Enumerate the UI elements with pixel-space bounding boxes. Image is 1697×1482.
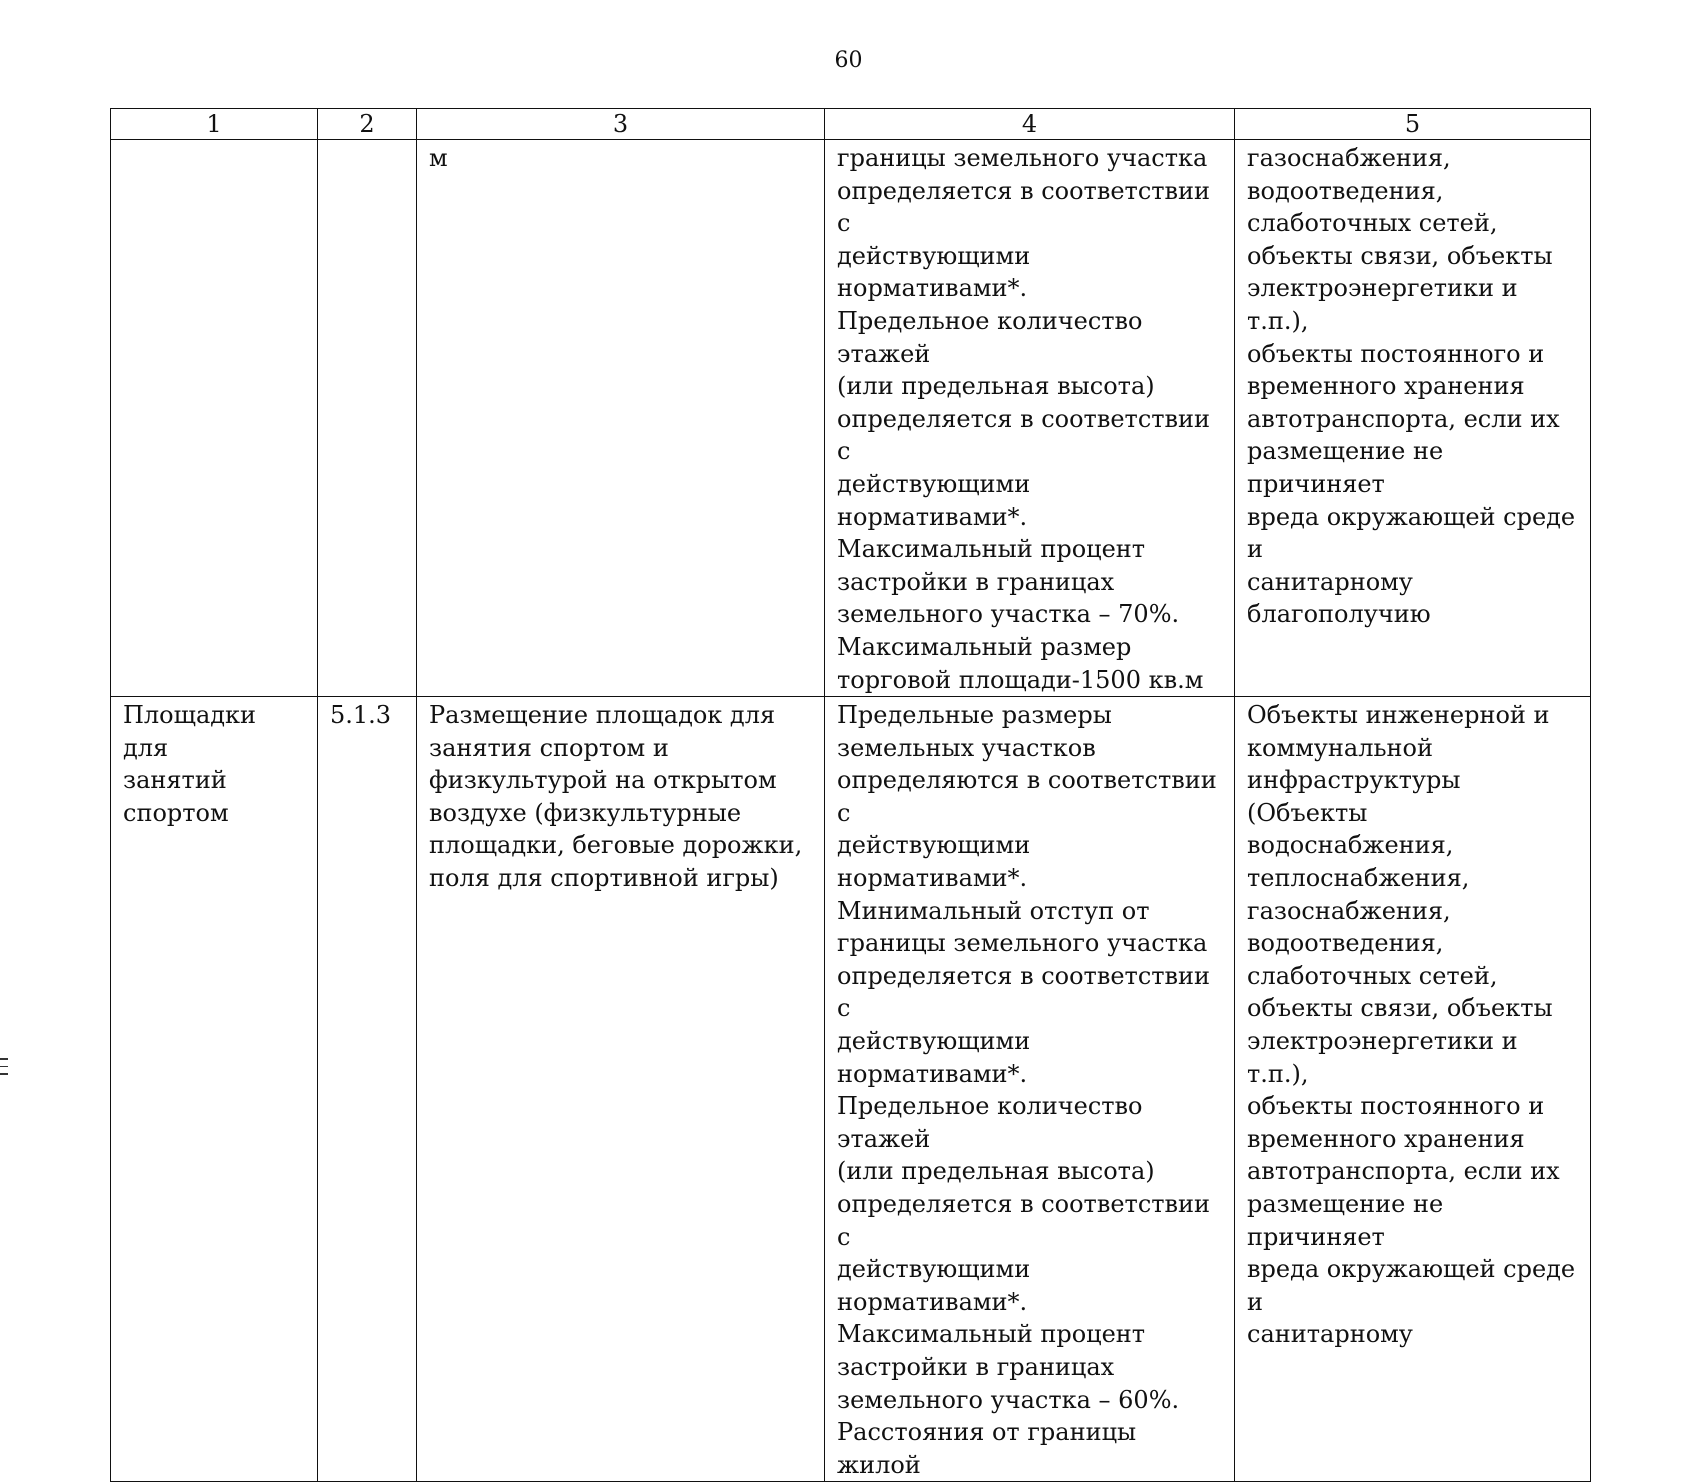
header-cell-2: 2 bbox=[318, 109, 417, 140]
header-cell-1: 1 bbox=[111, 109, 318, 140]
regulations-table bbox=[110, 108, 1591, 1482]
table-header-row bbox=[111, 109, 1591, 140]
use-code-cell: 5.1.3 bbox=[318, 697, 417, 1482]
scan-edge-marks bbox=[0, 1058, 8, 1088]
header-cell-3: 3 bbox=[417, 109, 825, 140]
use-description-cell: м bbox=[417, 140, 825, 697]
auxiliary-uses-cell: Объекты инженерной и коммунальной инфраструктуры (Объекты водоснабжения, теплоснабжения, газоснабжения, водоотведения, слаботочных сетей, объекты связи, объекты электроэнергетики и т.п.), объекты постоянного и временного хранения автотранспорта, если их размещение не причиняет вреда окружающей среде и санитарному bbox=[1235, 697, 1591, 1482]
table-row bbox=[111, 140, 1591, 697]
use-code-cell bbox=[318, 140, 417, 697]
use-description-cell: Размещение площадок для занятия спортом и физкультурой на открытом воздухе (физкультурные площадки, беговые дорожки, поля для спортивной игры) bbox=[417, 697, 825, 1482]
use-name-cell bbox=[111, 140, 318, 697]
use-name-cell: Площадки для занятий спортом bbox=[111, 697, 318, 1482]
header-cell-5: 5 bbox=[1235, 109, 1591, 140]
header-cell-4: 4 bbox=[825, 109, 1235, 140]
page-number: 60 bbox=[834, 48, 863, 73]
parameters-cell: границы земельного участка определяется в соответствии с действующими нормативами*. Предельное количество этажей (или предельная высота) определяется в соответствии с действующими нормативами*. Максимальный процент застройки в границах земельного участка – 70%. Максимальный размер торговой площади-1500 кв.м bbox=[825, 140, 1235, 697]
auxiliary-uses-cell: газоснабжения, водоотведения, слаботочных сетей, объекты связи, объекты электроэнергетики и т.п.), объекты постоянного и временного хранения автотранспорта, если их размещение не причиняет вреда окружающей среде и санитарному благополучию bbox=[1235, 140, 1591, 697]
table-row bbox=[111, 697, 1591, 1482]
parameters-cell: Предельные размеры земельных участков определяются в соответствии с действующими нормативами*. Минимальный отступ от границы земельного участка определяется в соответствии с действующими нормативами*. Предельное количество этажей (или предельная высота) определяется в соответствии с действующими нормативами*. Максимальный процент застройки в границах земельного участка – 60%. Расстояния от границы жилой bbox=[825, 697, 1235, 1482]
